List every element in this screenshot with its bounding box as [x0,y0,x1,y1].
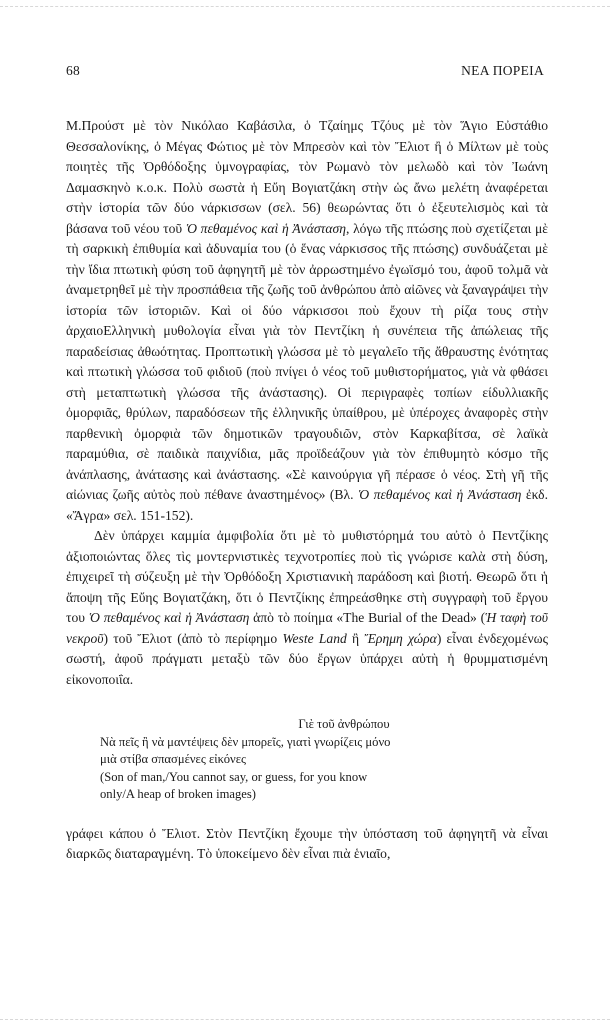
running-title: ΝΕΑ ΠΟΡΕΙΑ [461,63,544,78]
poem-line: (Son of man,/You cannot say, or guess, for you know [100,769,368,784]
paragraph-1 [66,116,548,526]
poem-line: Νὰ πεῖς ἢ νὰ μαντέψεις δὲν μπορεῖς, γιατὶ γνωρίζεις μόνο [100,734,391,749]
paragraph-1-text-c: ἐκδ. «Ἄγρα» σελ. 151-152). [66,487,548,523]
page-body [66,116,548,865]
poem-title-italic: Ἡ ταφὴ τοῦ νεκροῦ [66,610,548,646]
paragraph-1-text-b: , λόγω τῆς πτώσης ποὺ σχετίζεται μὲ τὴ σαρκικὴ ἐπιθυμία καὶ ἀδυναμία του (ὁ ἕνας νάρκισσος τῆς πτώσης) συνδυάζεται μὲ τὴν ἴδια πτωτικὴ φύση τοῦ ἀφηγητῆ μὲ τὸν ἀρρωστημένο ἐγωϊσμό του, ἀφοῦ τολμᾶ νὰ ἀναμετρηθεῖ μὲ τὴν προσπάθεια τῆς ζωῆς τοῦ ἀνθρώπου ἀπὸ αἰῶνες νὰ ξαναγράψει τὴν ἱστορία τῶν ἱστοριῶν. Καὶ οἱ δύο νάρκισσοι ποὺ ἔχουν τὴ ρίζα τους στὴν ἀρχαιοΕλληνικὴ μυθολογία εἶναι γιὰ τὸν Πεντζίκη ἡ συνέπεια τῆς ἀπώλειας τῆς παραδείσιας ἀθωότητας. Προπτωτικὴ γλώσσα μὲ τὸ μεγαλεῖο τῆς ἄθραυστης ἑνότητας καὶ πτωτικὴ γλώσσα τοῦ φιδιοῦ (ποὺ πνίγει ὁ νέος τοῦ μυθιστορήματος, γιὰ νὰ φθάσει στὴ μεταπτωτικὴ γλώσσα τῆς ἀνάστασης). Οἱ περιγραφὲς τοπίων είδυλλιακῆς ὀμορφιᾶς, θρύλων, παραδόσεων τῆς ἑλληνικῆς ὑπαίθρου, μὲ ὑπέροχες ἀναφορὲς στὴν παρθενικὴ ὀμορφιὰ τῶν δημοτικῶν τραγουδιῶν, στὸν Καρκαβίτσα, σὲ λαϊκὰ παραμύθια, σὲ παιδικὰ παιχνίδια, μᾶς προϊδεάζουν γιὰ τὸν ἐπιθυμητὸ κόσμο τῆς ἀνάπλασης, ἀνάτασης καὶ ἀνάστασης. «Σὲ καινούργια γῆ πέρασε ὁ νέος. Στὴ γῆ τῆς αἰώνιας ζωῆς αὐτὸς ποὺ πέθανε ἀναστημένος» (Βλ. [66,220,548,502]
book-title-italic: Ὁ πεθαμένος καὶ ἡ Ἀνάσταση [358,487,522,502]
work-title-italic: Ἔρημη χώρα [364,630,437,646]
paragraph-2-text-b: ἀπὸ τὸ ποίημα «The Burial of the Dead» ( [253,610,486,625]
page-header [66,63,544,79]
book-title-italic: Ὁ πεθαμένος καὶ ἡ Ἀνάσταση [88,610,250,625]
poem-title: Γιὲ τοῦ ἀνθρώπου [298,717,390,731]
paragraph-3: γράφει κάπου ὁ Ἔλιοτ. Στὸν Πεντζίκη ἔχουμε τὴν ὑπόσταση τοῦ ἀφηγητῆ νὰ εἶναι διαρκῶς διαταραγμένη. Τὸ ὑποκείμενο δὲν εἶναι πιὰ ἑνιαῖο, [66,825,548,861]
paragraph-2 [66,526,548,690]
page-number: 68 [66,63,81,78]
poem-line: μιὰ στίβα σπασμένες εἰκόνες [100,752,246,766]
paragraph-2-text-c: ) τοῦ Ἔλιοτ (ἀπὸ τὸ περίφημο [103,630,278,646]
poem-line: only/A heap of broken images) [100,787,256,801]
paragraph-2-text-d: ἢ [352,630,360,646]
poem-quote [100,716,548,804]
scan-edge-bottom [0,1019,610,1020]
work-title-italic: Weste Land [282,630,347,646]
book-title-italic: Ὁ πεθαμένος καὶ ἡ Ἀνάσταση [185,220,346,236]
paragraph-2-text-a: Δὲν ὑπάρχει καμμία ἀμφιβολία ὅτι μὲ τὸ μυθιστόρημά του αὐτὸ ὁ Πεντζίκης ἀξιοποιώντας ὅλες τὶς μοντερνιστικὲς τεχνοτροπίες ποὺ τὶς γνώρισε καλὰ στὴ δύση, ἐπιχειρεῖ τὴ σύζευξη μὲ τὴν Ὀρθόδοξη Χριστιανικὴ παράδοση καὶ βιοτή. Θεωρῶ ὅτι ἡ ἄποψη τῆς Εὔης Βογιατζάκη, ὅτι ὁ Πεντζίκης ἐπηρεάσθηκε στὴ συγγραφὴ τοῦ ἔργου του [66,528,548,625]
paragraph-2-text-e: ) εἶναι ἐνδεχομένως σωστή, ἀφοῦ πράγματι μεταξὺ τῶν δύο ἔργων ὑπάρχει αὐτὴ ἡ θρυμματισμένη εἰκονοποιΐα. [66,630,548,687]
paragraph-1-text-a: Μ.Προύστ μὲ τὸν Νικόλαο Καβάσιλα, ὁ Τζαίημς Τζόυς μὲ τὸν Ἅγιο Εὐστάθιο Θεσσαλονίκης, ὁ Μέγας Φώτιος μὲ τὸν Μπρεσὸν καὶ τὸν Ἔλιοτ ἢ ὁ Μίλτων μὲ τοὺς ποιητὲς τῆς Ὀρθόδοξης ὑμνογραφίας, τὸν Ρωμανὸ τὸν μελωδὸ καὶ τὸν Ἰωάνη Δαμασκηνὸ κ.ο.κ. Πολὺ σωστὰ ἡ Εὔη Βογιατζάκη στὴν ὡς ἄνω μελέτη ἀναφέρεται στὴν ἱστορία τῶν δύο νάρκισσων (σελ. 56) θεωρώντας ὅτι ὁ ἐξευτελισμὸς καὶ τὰ βάσανα τοῦ νέου τοῦ [66,118,548,236]
scan-edge-top [0,6,610,7]
